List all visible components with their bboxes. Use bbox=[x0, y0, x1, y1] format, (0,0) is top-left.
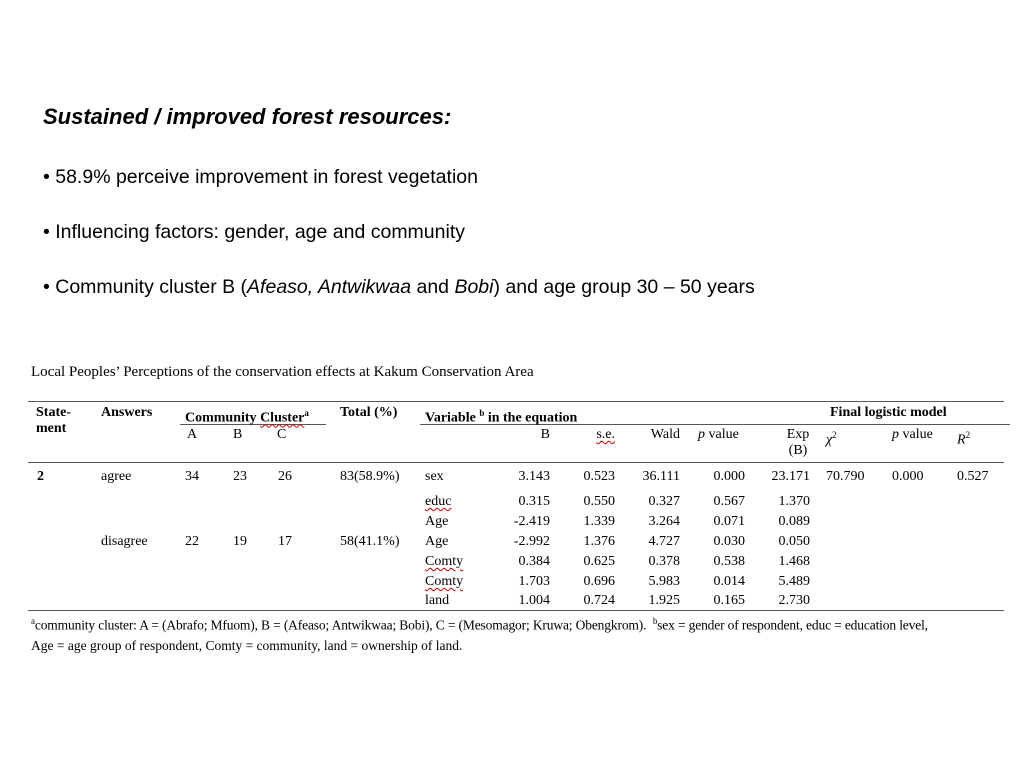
header-model-p-italic: p bbox=[892, 427, 899, 442]
var-se: 0.523 bbox=[583, 469, 615, 484]
var-p: 0.538 bbox=[713, 554, 745, 569]
header-cluster-text: Cluster bbox=[260, 410, 305, 426]
agree-count-c: 26 bbox=[278, 469, 292, 484]
header-p-italic: p bbox=[698, 427, 705, 442]
var-b: -2.992 bbox=[513, 534, 550, 549]
bullet3-mid: and bbox=[411, 276, 455, 298]
header-statement-line2: ment bbox=[36, 421, 67, 436]
var-exp: 1.468 bbox=[778, 554, 810, 569]
var-wald: 3.264 bbox=[648, 514, 680, 529]
var-se: 0.550 bbox=[583, 494, 615, 509]
header-total: Total (%) bbox=[340, 405, 398, 420]
var-name: sex bbox=[425, 469, 444, 484]
var-se: 1.376 bbox=[583, 534, 615, 549]
header-answers: Answers bbox=[101, 405, 153, 420]
header-in-equation: in the equation bbox=[487, 410, 578, 426]
var-name bbox=[425, 554, 463, 570]
var-p: 0.071 bbox=[713, 514, 745, 529]
var-name-text: Comty bbox=[425, 554, 464, 569]
footnote-cluster-text: community cluster: A = (Abrafo; Mfuom), B = (Afeaso; Antwikwaa; Bobi), C = (Mesomagor; Kruwa; Obengkrom). bbox=[34, 617, 647, 633]
header-r-sup: 2 bbox=[965, 430, 971, 440]
var-p: 0.567 bbox=[713, 494, 745, 509]
var-p: 0.165 bbox=[713, 593, 745, 608]
var-wald: 0.327 bbox=[648, 494, 680, 509]
var-wald: 1.925 bbox=[648, 593, 680, 608]
agree-total: 83(58.9%) bbox=[340, 469, 400, 484]
var-b: 1.004 bbox=[518, 593, 550, 608]
var-name: Age bbox=[425, 534, 449, 549]
header-se-text: s.e. bbox=[596, 427, 615, 442]
var-wald: 0.378 bbox=[648, 554, 680, 569]
bullet-factors: • Influencing factors: gender, age and community bbox=[43, 221, 465, 243]
table-bottom-rule bbox=[28, 610, 1004, 611]
disagree-total: 58(41.1%) bbox=[340, 534, 400, 549]
var-exp: 0.050 bbox=[778, 534, 810, 549]
footnote-sup-a: a bbox=[31, 616, 35, 626]
var-b: 0.315 bbox=[518, 494, 550, 509]
var-name-text: educ bbox=[425, 494, 452, 509]
var-p: 0.000 bbox=[713, 469, 745, 484]
header-community-text: Community bbox=[185, 410, 257, 426]
statement-number: 2 bbox=[37, 469, 44, 484]
var-b: 1.703 bbox=[518, 574, 550, 589]
header-coef-b: B bbox=[540, 427, 550, 442]
var-exp: 23.171 bbox=[771, 469, 810, 484]
var-wald: 5.983 bbox=[648, 574, 680, 589]
var-name bbox=[425, 574, 463, 590]
header-exp-line2: (B) bbox=[788, 443, 808, 458]
var-b: 0.384 bbox=[518, 554, 550, 569]
header-r-symbol: R bbox=[957, 432, 966, 448]
var-name-text: Comty bbox=[425, 574, 464, 589]
model-r-square: 0.527 bbox=[957, 469, 989, 484]
agree-count-a: 34 bbox=[185, 469, 199, 484]
header-statement-line1: State- bbox=[36, 405, 71, 420]
header-p-rest: value bbox=[705, 427, 739, 442]
var-se: 0.696 bbox=[583, 574, 615, 589]
var-se: 0.724 bbox=[583, 593, 615, 608]
slide-title: Sustained / improved forest resources: bbox=[43, 104, 452, 129]
header-cluster-sup: a bbox=[304, 408, 309, 418]
bullet3-italic-1: Afeaso, Antwikwaa bbox=[247, 276, 412, 298]
footnote-sup-b: b bbox=[652, 616, 658, 626]
var-b: 3.143 bbox=[518, 469, 550, 484]
disagree-count-b: 19 bbox=[233, 534, 247, 549]
header-chi-square bbox=[826, 427, 837, 449]
answer-agree: agree bbox=[101, 469, 132, 484]
agree-count-b: 23 bbox=[233, 469, 247, 484]
header-model-p-value bbox=[892, 427, 933, 443]
bullet-community-cluster bbox=[43, 276, 755, 299]
model-p-value: 0.000 bbox=[892, 469, 924, 484]
header-community-cluster bbox=[185, 405, 309, 427]
var-wald: 36.111 bbox=[642, 469, 680, 484]
header-chi-symbol: χ bbox=[826, 432, 833, 448]
var-exp: 5.489 bbox=[778, 574, 810, 589]
model-chi-square: 70.790 bbox=[826, 469, 865, 484]
bullet-improvement: • 58.9% perceive improvement in forest vegetation bbox=[43, 166, 478, 188]
var-se: 1.339 bbox=[583, 514, 615, 529]
var-wald: 4.727 bbox=[648, 534, 680, 549]
header-cluster-b: B bbox=[233, 427, 243, 442]
var-b: -2.419 bbox=[513, 514, 550, 529]
disagree-count-c: 17 bbox=[278, 534, 292, 549]
var-exp: 0.089 bbox=[778, 514, 810, 529]
disagree-count-a: 22 bbox=[185, 534, 199, 549]
header-variable-sup: b bbox=[479, 408, 485, 418]
var-p: 0.014 bbox=[713, 574, 745, 589]
var-se: 0.625 bbox=[583, 554, 615, 569]
header-se bbox=[570, 427, 615, 443]
footnote-definitions: Age = age group of respondent, Comty = community, land = ownership of land. bbox=[31, 638, 463, 653]
header-wald: Wald bbox=[650, 427, 680, 442]
bullet3-post: ) and age group 30 – 50 years bbox=[493, 276, 755, 298]
var-name: land bbox=[425, 593, 450, 608]
header-exp-b bbox=[780, 427, 816, 459]
var-name: Age bbox=[425, 514, 449, 529]
footnote-variable-text: sex = gender of respondent, educ = education level, bbox=[657, 617, 928, 633]
bullet3-pre: • Community cluster B ( bbox=[43, 276, 248, 298]
table-top-rule bbox=[28, 401, 1004, 402]
header-exp-line1: Exp bbox=[786, 427, 810, 442]
header-statement bbox=[36, 405, 71, 437]
header-chi-sup: 2 bbox=[832, 430, 837, 440]
var-exp: 2.730 bbox=[778, 593, 810, 608]
var-p: 0.030 bbox=[713, 534, 745, 549]
header-model-p-rest: value bbox=[899, 427, 933, 442]
header-cluster-c: C bbox=[277, 427, 287, 442]
header-cluster-a: A bbox=[187, 427, 198, 442]
answer-disagree: disagree bbox=[101, 534, 148, 549]
header-variable bbox=[425, 405, 577, 427]
var-name bbox=[425, 494, 451, 510]
header-variable-text: Variable bbox=[425, 410, 476, 426]
header-bottom-rule bbox=[28, 462, 1004, 463]
footnote-clusters bbox=[31, 616, 928, 634]
header-p-value bbox=[698, 427, 739, 443]
var-exp: 1.370 bbox=[778, 494, 810, 509]
header-r-square bbox=[957, 427, 970, 449]
bullet3-italic-2: Bobi bbox=[454, 276, 494, 298]
table-caption: Local Peoples’ Perceptions of the conservation effects at Kakum Conservation Area bbox=[31, 364, 534, 380]
header-final-model: Final logistic model bbox=[830, 405, 947, 420]
